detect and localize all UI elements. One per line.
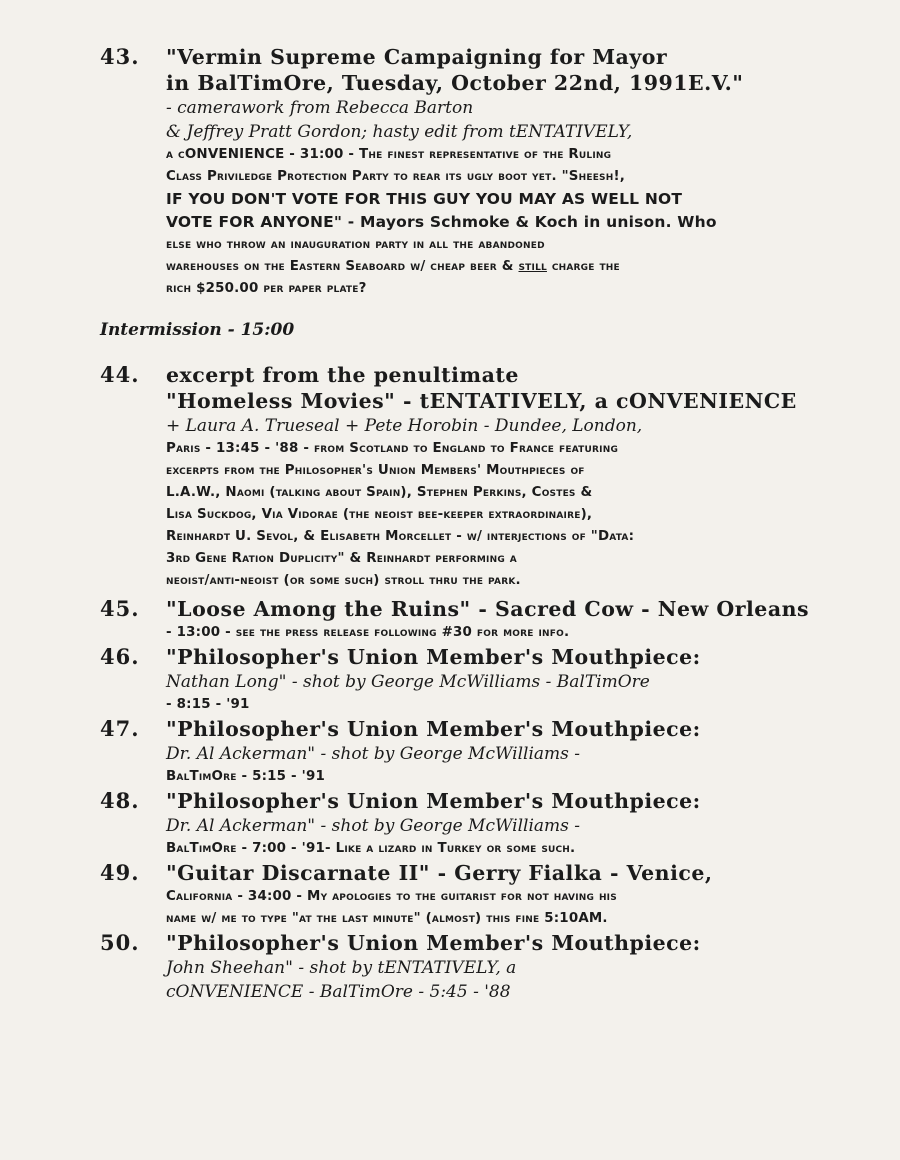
entry-credit: Dr. Al Ackerman" - shot by George McWilliams - — [166, 744, 581, 764]
entry-credit: cONVENIENCE - BalTimOre - 5:45 - '88 — [166, 982, 511, 1002]
entry-description: L.A.W., Naomi (talking about Spain), Stephen Perkins, Costes & — [166, 485, 593, 500]
entry-number: 48. — [100, 788, 140, 813]
entry-description — [166, 256, 830, 278]
entry-description: 3rd Gene Ration Duplicity" & Reinhardt performing a — [166, 551, 517, 566]
entry-description: a cONVENIENCE - 31:00 - The finest representative of the Ruling — [166, 147, 612, 162]
entry-title: "Guitar Discarnate II" - Gerry Fialka - Venice, — [166, 861, 713, 885]
entry-description: - 13:00 - see the press release following #30 for more info. — [166, 625, 570, 640]
entry-title: "Homeless Movies" - tENTATIVELY, a cONVENIENCE — [166, 389, 797, 413]
entry-46 — [100, 644, 830, 716]
entry-description: neoist/anti-neoist (or some such) stroll thru the park. — [166, 573, 521, 588]
entry-title: excerpt from the penultimate — [166, 363, 519, 387]
entry-title: "Vermin Supreme Campaigning for Mayor — [166, 45, 668, 69]
entry-description: Class Priviledge Protection Party to rear its ugly boot yet. "Sheesh!, — [166, 169, 626, 184]
underlined-word: still — [518, 259, 547, 274]
entry-description: - 8:15 - '91 — [166, 697, 250, 712]
entry-description: rich $250.00 per paper plate? — [166, 281, 367, 296]
entry-number: 49. — [100, 860, 140, 885]
intermission-label: Intermission - 15:00 — [100, 320, 295, 340]
entry-49 — [100, 860, 830, 930]
entry-credit: John Sheehan" - shot by tENTATIVELY, a — [166, 958, 517, 978]
entry-title: "Philosopher's Union Member's Mouthpiece: — [166, 645, 701, 669]
entry-number: 43. — [100, 44, 140, 69]
entry-description: Paris - 13:45 - '88 - from Scotland to England to France featuring — [166, 441, 619, 456]
entry-credit: & Jeffrey Pratt Gordon; hasty edit from tENTATIVELY, — [166, 122, 633, 142]
entry-description: California - 34:00 - My apologies to the guitarist for not having his — [166, 889, 617, 904]
entry-47 — [100, 716, 830, 788]
entry-credit: Dr. Al Ackerman" - shot by George McWilliams - — [166, 816, 581, 836]
entry-45 — [100, 596, 830, 644]
entry-number: 45. — [100, 596, 140, 621]
entry-description: IF YOU DON'T VOTE FOR THIS GUY YOU MAY AS WELL NOT — [166, 190, 683, 208]
entry-description: VOTE FOR ANYONE" - Mayors Schmoke & Koch in unison. Who — [166, 213, 717, 231]
entry-number: 50. — [100, 930, 140, 955]
entry-credit: + Laura A. Trueseal + Pete Horobin - Dundee, London, — [166, 416, 643, 436]
entry-number: 47. — [100, 716, 140, 741]
entry-title: "Philosopher's Union Member's Mouthpiece: — [166, 717, 701, 741]
entry-title: "Loose Among the Ruins" - Sacred Cow - New Orleans — [166, 597, 810, 621]
entry-43 — [100, 44, 830, 300]
entry-description-part: warehouses on the Eastern Seaboard w/ cheap beer & — [166, 259, 519, 274]
entry-description: BalTimOre - 7:00 - '91- Like a lizard in Turkey or some such. — [166, 841, 576, 856]
entry-description: name w/ me to type "at the last minute" (almost) this fine 5:10AM. — [166, 911, 608, 926]
entry-title: "Philosopher's Union Member's Mouthpiece: — [166, 789, 701, 813]
entry-title: in BalTimOre, Tuesday, October 22nd, 1991E.V." — [166, 71, 744, 95]
entry-description: Lisa Suckdog, Via Vidorae (the neoist bee-keeper extraordinaire), — [166, 507, 593, 522]
entry-description-part: charge the — [546, 259, 620, 274]
entry-description: Reinhardt U. Sevol, & Elisabeth Morcellet - w/ interjections of "Data: — [166, 529, 635, 544]
entry-title: "Philosopher's Union Member's Mouthpiece: — [166, 931, 701, 955]
entry-50 — [100, 930, 830, 1004]
entry-number: 46. — [100, 644, 140, 669]
entry-48 — [100, 788, 830, 860]
entry-number: 44. — [100, 362, 140, 387]
entry-description: BalTimOre - 5:15 - '91 — [166, 769, 326, 784]
entry-description: excerpts from the Philosopher's Union Members' Mouthpieces of — [166, 463, 585, 478]
entry-credit: - camerawork from Rebecca Barton — [166, 98, 474, 118]
entry-description: else who throw an inauguration party in all the abandoned — [166, 237, 545, 252]
entry-credit: Nathan Long" - shot by George McWilliams - BalTimOre — [166, 672, 650, 692]
entry-44 — [100, 362, 830, 592]
